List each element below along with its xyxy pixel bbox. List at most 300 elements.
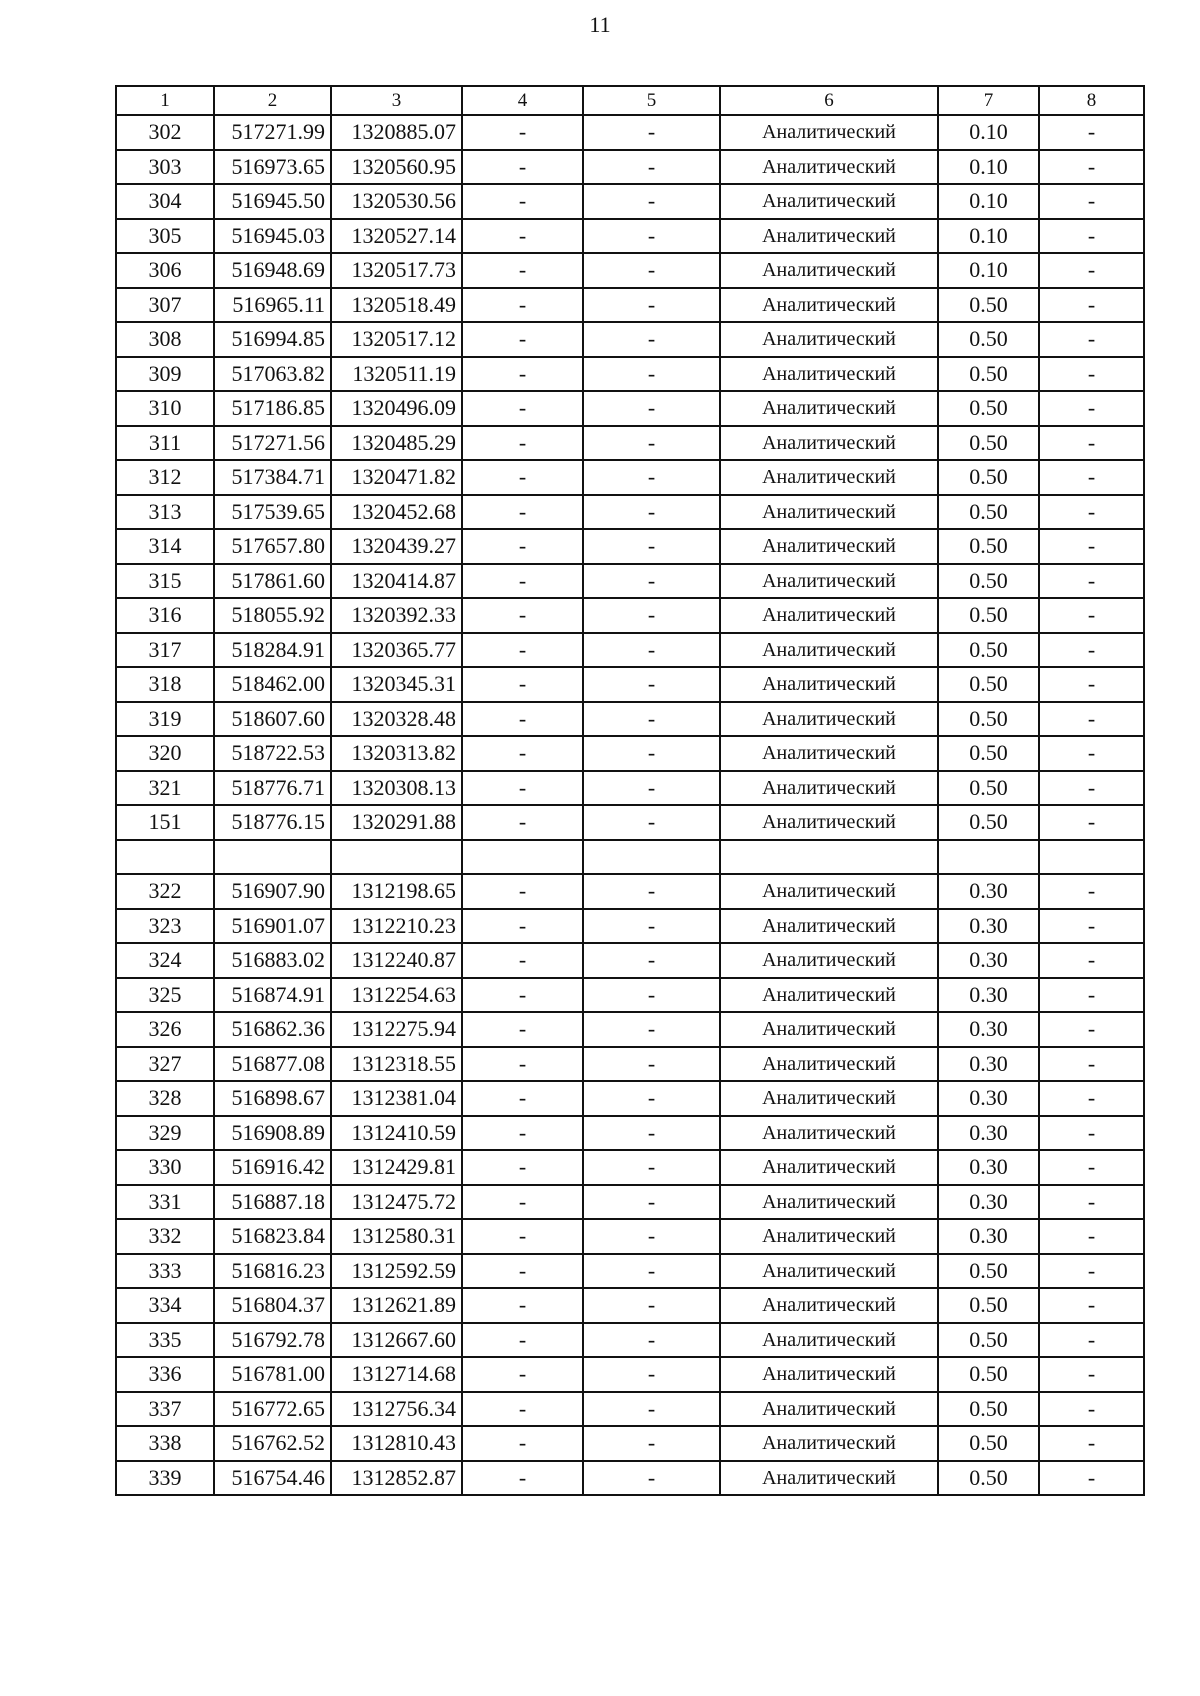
table-cell-col-1: 336 <box>116 1357 214 1392</box>
table-cell-col-4 <box>462 840 583 875</box>
table-cell-col-5: - <box>583 1219 720 1254</box>
table-cell-col-2: 516945.50 <box>214 184 331 219</box>
table-cell-col-8: - <box>1039 357 1144 392</box>
table-cell-col-3: 1320308.13 <box>331 771 462 806</box>
table-cell-col-3: 1320328.48 <box>331 702 462 737</box>
table-cell-col-8: - <box>1039 1392 1144 1427</box>
table-cell-col-6: Аналитический <box>720 702 938 737</box>
table-cell-col-8: - <box>1039 909 1144 944</box>
table-cell-col-2: 518607.60 <box>214 702 331 737</box>
table-cell-col-6: Аналитический <box>720 288 938 323</box>
table-cell-col-8: - <box>1039 1012 1144 1047</box>
table-cell-col-8: - <box>1039 1426 1144 1461</box>
table-cell-col-5: - <box>583 322 720 357</box>
table-cell-col-5: - <box>583 667 720 702</box>
table-cell-col-8: - <box>1039 1461 1144 1496</box>
table-cell-col-2: 516916.42 <box>214 1150 331 1185</box>
table-cell-col-1: 312 <box>116 460 214 495</box>
table-cell-col-2: 516965.11 <box>214 288 331 323</box>
table-cell-col-8: - <box>1039 460 1144 495</box>
table-cell-col-2 <box>214 840 331 875</box>
table-row <box>116 184 1144 219</box>
table-cell-col-4: - <box>462 184 583 219</box>
table-cell-col-8: - <box>1039 943 1144 978</box>
table-row <box>116 357 1144 392</box>
table-cell-col-6: Аналитический <box>720 805 938 840</box>
table-cell-col-1: 328 <box>116 1081 214 1116</box>
table-cell-col-1: 303 <box>116 150 214 185</box>
page-number: 11 <box>589 12 611 37</box>
table-row <box>116 460 1144 495</box>
table-cell-col-8: - <box>1039 874 1144 909</box>
table-cell-col-1: 333 <box>116 1254 214 1289</box>
table-cell-col-4: - <box>462 1254 583 1289</box>
table-cell-col-6: Аналитический <box>720 495 938 530</box>
table-cell-col-6: Аналитический <box>720 1219 938 1254</box>
table-cell-col-1: 335 <box>116 1323 214 1358</box>
table-cell-col-4: - <box>462 529 583 564</box>
table-cell-col-7: 0.30 <box>938 909 1039 944</box>
table-cell-col-8: - <box>1039 1323 1144 1358</box>
table-cell-col-8: - <box>1039 564 1144 599</box>
table-cell-col-6: Аналитический <box>720 564 938 599</box>
table-cell-col-1: 330 <box>116 1150 214 1185</box>
table-cell-col-3: 1320560.95 <box>331 150 462 185</box>
table-cell-col-5: - <box>583 1081 720 1116</box>
table-cell-col-2: 516781.00 <box>214 1357 331 1392</box>
table-row <box>116 1047 1144 1082</box>
column-header-2: 2 <box>214 86 331 115</box>
table-cell-col-8: - <box>1039 150 1144 185</box>
table-cell-col-8: - <box>1039 1116 1144 1151</box>
table-cell-col-6: Аналитический <box>720 529 938 564</box>
table-cell-col-8: - <box>1039 495 1144 530</box>
table-cell-col-1: 302 <box>116 115 214 150</box>
table-cell-col-8: - <box>1039 253 1144 288</box>
table-cell-col-5: - <box>583 219 720 254</box>
table-row <box>116 1392 1144 1427</box>
table-cell-col-3: 1320530.56 <box>331 184 462 219</box>
table-cell-col-4: - <box>462 357 583 392</box>
table-cell-col-3: 1320471.82 <box>331 460 462 495</box>
table-cell-col-3: 1320496.09 <box>331 391 462 426</box>
table-cell-col-1: 334 <box>116 1288 214 1323</box>
table-cell-col-1: 338 <box>116 1426 214 1461</box>
table-cell-col-7 <box>938 840 1039 875</box>
table-cell-col-5: - <box>583 288 720 323</box>
table-cell-col-5: - <box>583 115 720 150</box>
table-cell-col-3: 1320414.87 <box>331 564 462 599</box>
table-cell-col-5: - <box>583 909 720 944</box>
table-cell-col-5: - <box>583 1116 720 1151</box>
table-cell-col-7: 0.50 <box>938 1323 1039 1358</box>
table-cell-col-7: 0.50 <box>938 736 1039 771</box>
table-cell-col-2: 517384.71 <box>214 460 331 495</box>
table-cell-col-6: Аналитический <box>720 150 938 185</box>
coordinates-table <box>115 85 1145 1496</box>
table-cell-col-4: - <box>462 1461 583 1496</box>
table-cell-col-5: - <box>583 1357 720 1392</box>
table-cell-col-5: - <box>583 253 720 288</box>
column-header-3: 3 <box>331 86 462 115</box>
table-cell-col-5: - <box>583 978 720 1013</box>
table-cell-col-8: - <box>1039 978 1144 1013</box>
table-row <box>116 219 1144 254</box>
table-cell-col-8 <box>1039 840 1144 875</box>
table-cell-col-7: 0.30 <box>938 978 1039 1013</box>
table-cell-col-8: - <box>1039 633 1144 668</box>
table-cell-col-6: Аналитический <box>720 1081 938 1116</box>
table-cell-col-3: 1312852.87 <box>331 1461 462 1496</box>
table-cell-col-7: 0.30 <box>938 1185 1039 1220</box>
table-cell-col-3: 1312410.59 <box>331 1116 462 1151</box>
table-cell-col-7: 0.50 <box>938 495 1039 530</box>
table-cell-col-5: - <box>583 1150 720 1185</box>
table-cell-col-5: - <box>583 771 720 806</box>
table-cell-col-6: Аналитический <box>720 1012 938 1047</box>
table-cell-col-6: Аналитический <box>720 1254 938 1289</box>
table-cell-col-8: - <box>1039 529 1144 564</box>
table-cell-col-1: 323 <box>116 909 214 944</box>
table-cell-col-6: Аналитический <box>720 1116 938 1151</box>
table-cell-col-5: - <box>583 1323 720 1358</box>
table-cell-col-1: 309 <box>116 357 214 392</box>
table-cell-col-8: - <box>1039 771 1144 806</box>
table-cell-col-7: 0.50 <box>938 529 1039 564</box>
table-cell-col-1 <box>116 840 214 875</box>
table-cell-col-3: 1320291.88 <box>331 805 462 840</box>
table-cell-col-3: 1320365.77 <box>331 633 462 668</box>
table-cell-col-4: - <box>462 702 583 737</box>
table-cell-col-5: - <box>583 1288 720 1323</box>
table-cell-col-5: - <box>583 184 720 219</box>
table-cell-col-1: 310 <box>116 391 214 426</box>
table-cell-col-7: 0.30 <box>938 874 1039 909</box>
table-cell-col-5: - <box>583 702 720 737</box>
table-cell-col-1: 308 <box>116 322 214 357</box>
table-cell-col-2: 516887.18 <box>214 1185 331 1220</box>
table-cell-col-1: 337 <box>116 1392 214 1427</box>
table-cell-col-5: - <box>583 1392 720 1427</box>
table-cell-col-2: 517271.56 <box>214 426 331 461</box>
table-cell-col-8: - <box>1039 288 1144 323</box>
table-row <box>116 1012 1144 1047</box>
table-cell-col-4: - <box>462 943 583 978</box>
table-cell-col-1: 307 <box>116 288 214 323</box>
column-header-1: 1 <box>116 86 214 115</box>
table-cell-col-4: - <box>462 1047 583 1082</box>
column-header-8: 8 <box>1039 86 1144 115</box>
table-cell-col-6: Аналитический <box>720 357 938 392</box>
table-cell-col-5: - <box>583 633 720 668</box>
table-row <box>116 633 1144 668</box>
table-row <box>116 1116 1144 1151</box>
table-cell-col-4: - <box>462 1116 583 1151</box>
table-row <box>116 253 1144 288</box>
table-cell-col-4: - <box>462 1219 583 1254</box>
table-cell-col-7: 0.50 <box>938 391 1039 426</box>
table-cell-col-3: 1312429.81 <box>331 1150 462 1185</box>
table-cell-col-3: 1312275.94 <box>331 1012 462 1047</box>
table-cell-col-8: - <box>1039 391 1144 426</box>
table-cell-col-3: 1312667.60 <box>331 1323 462 1358</box>
table-cell-col-6: Аналитический <box>720 1323 938 1358</box>
table-cell-col-7: 0.30 <box>938 1012 1039 1047</box>
table-cell-col-2: 516772.65 <box>214 1392 331 1427</box>
table-cell-col-6: Аналитический <box>720 391 938 426</box>
table-cell-col-1: 319 <box>116 702 214 737</box>
table-row <box>116 909 1144 944</box>
table-row <box>116 874 1144 909</box>
table-cell-col-7: 0.50 <box>938 702 1039 737</box>
table-cell-col-6: Аналитический <box>720 253 938 288</box>
table-cell-col-8: - <box>1039 115 1144 150</box>
table-cell-col-4: - <box>462 909 583 944</box>
table-cell-col-7: 0.10 <box>938 115 1039 150</box>
table-cell-col-4: - <box>462 564 583 599</box>
table-cell-col-7: 0.10 <box>938 184 1039 219</box>
table-cell-col-4: - <box>462 874 583 909</box>
table-cell-col-7: 0.10 <box>938 219 1039 254</box>
table-cell-col-8: - <box>1039 219 1144 254</box>
table-cell-col-3: 1312254.63 <box>331 978 462 1013</box>
table-cell-col-4: - <box>462 736 583 771</box>
table-cell-col-5: - <box>583 1012 720 1047</box>
table-cell-col-7: 0.50 <box>938 460 1039 495</box>
table-cell-col-6: Аналитический <box>720 874 938 909</box>
table-cell-col-1: 304 <box>116 184 214 219</box>
table-cell-col-7: 0.50 <box>938 771 1039 806</box>
table-cell-col-2: 517657.80 <box>214 529 331 564</box>
table-cell-col-4: - <box>462 633 583 668</box>
table-cell-col-7: 0.50 <box>938 633 1039 668</box>
table-cell-col-7: 0.50 <box>938 667 1039 702</box>
table-cell-col-7: 0.50 <box>938 1288 1039 1323</box>
table-cell-col-3: 1312475.72 <box>331 1185 462 1220</box>
table-cell-col-5: - <box>583 1461 720 1496</box>
table-cell-col-3: 1320452.68 <box>331 495 462 530</box>
table-cell-col-4: - <box>462 805 583 840</box>
table-cell-col-2: 518722.53 <box>214 736 331 771</box>
table-cell-col-3: 1312318.55 <box>331 1047 462 1082</box>
table-cell-col-1: 322 <box>116 874 214 909</box>
table-row <box>116 1357 1144 1392</box>
table-cell-col-8: - <box>1039 1254 1144 1289</box>
table-cell-col-2: 516862.36 <box>214 1012 331 1047</box>
table-cell-col-7: 0.50 <box>938 1426 1039 1461</box>
table-cell-col-7: 0.30 <box>938 1116 1039 1151</box>
table-cell-col-4: - <box>462 1323 583 1358</box>
table-row <box>116 667 1144 702</box>
table-cell-col-4: - <box>462 426 583 461</box>
table-cell-col-8: - <box>1039 1150 1144 1185</box>
table-cell-col-3: 1312810.43 <box>331 1426 462 1461</box>
table-cell-col-3: 1312714.68 <box>331 1357 462 1392</box>
table-cell-col-6: Аналитический <box>720 943 938 978</box>
table-cell-col-4: - <box>462 495 583 530</box>
table-row <box>116 978 1144 1013</box>
table-row <box>116 150 1144 185</box>
table-cell-col-4: - <box>462 115 583 150</box>
table-cell-col-1: 332 <box>116 1219 214 1254</box>
table-cell-col-6: Аналитический <box>720 633 938 668</box>
table-cell-col-2: 517861.60 <box>214 564 331 599</box>
table-cell-col-5: - <box>583 1047 720 1082</box>
table-cell-col-5: - <box>583 495 720 530</box>
table-cell-col-1: 326 <box>116 1012 214 1047</box>
table-cell-col-6: Аналитический <box>720 184 938 219</box>
table-cell-col-4: - <box>462 978 583 1013</box>
table-cell-col-2: 517271.99 <box>214 115 331 150</box>
table-cell-col-2: 518462.00 <box>214 667 331 702</box>
table-cell-col-1: 151 <box>116 805 214 840</box>
table-cell-col-4: - <box>462 253 583 288</box>
table-row <box>116 115 1144 150</box>
table-cell-col-2: 518776.15 <box>214 805 331 840</box>
table-cell-col-2: 516994.85 <box>214 322 331 357</box>
table-cell-col-2: 518776.71 <box>214 771 331 806</box>
table-cell-col-2: 517063.82 <box>214 357 331 392</box>
table-cell-col-5: - <box>583 357 720 392</box>
table-cell-col-2: 516973.65 <box>214 150 331 185</box>
table-cell-col-7: 0.50 <box>938 1357 1039 1392</box>
table-cell-col-2: 516792.78 <box>214 1323 331 1358</box>
table-cell-col-7: 0.50 <box>938 357 1039 392</box>
table-cell-col-3: 1320527.14 <box>331 219 462 254</box>
table-cell-col-7: 0.30 <box>938 1047 1039 1082</box>
table-cell-col-7: 0.50 <box>938 1461 1039 1496</box>
table-cell-col-2: 516823.84 <box>214 1219 331 1254</box>
table-cell-col-4: - <box>462 288 583 323</box>
table-cell-col-4: - <box>462 391 583 426</box>
table-cell-col-1: 320 <box>116 736 214 771</box>
table-row <box>116 771 1144 806</box>
table-cell-col-4: - <box>462 1426 583 1461</box>
table-cell-col-4: - <box>462 1081 583 1116</box>
table-cell-col-2: 517539.65 <box>214 495 331 530</box>
table-cell-col-2: 516762.52 <box>214 1426 331 1461</box>
table-cell-col-6: Аналитический <box>720 736 938 771</box>
table-cell-col-7: 0.50 <box>938 1392 1039 1427</box>
table-cell-col-8: - <box>1039 1288 1144 1323</box>
table-cell-col-7: 0.30 <box>938 1150 1039 1185</box>
table-cell-col-1: 306 <box>116 253 214 288</box>
table-row <box>116 736 1144 771</box>
table-cell-col-4: - <box>462 150 583 185</box>
table-cell-col-1: 311 <box>116 426 214 461</box>
table-cell-col-4: - <box>462 460 583 495</box>
table-cell-col-5: - <box>583 598 720 633</box>
table-cell-col-8: - <box>1039 1047 1144 1082</box>
table-cell-col-1: 321 <box>116 771 214 806</box>
table-cell-col-3: 1320313.82 <box>331 736 462 771</box>
table-cell-col-1: 305 <box>116 219 214 254</box>
table-cell-col-2: 517186.85 <box>214 391 331 426</box>
table-cell-col-7: 0.50 <box>938 805 1039 840</box>
table-cell-col-2: 516883.02 <box>214 943 331 978</box>
table-cell-col-5: - <box>583 150 720 185</box>
table-cell-col-5: - <box>583 426 720 461</box>
table-cell-col-1: 318 <box>116 667 214 702</box>
table-cell-col-1: 324 <box>116 943 214 978</box>
table-row <box>116 391 1144 426</box>
table-cell-col-3: 1312580.31 <box>331 1219 462 1254</box>
table-cell-col-8: - <box>1039 736 1144 771</box>
table-cell-col-4: - <box>462 219 583 254</box>
table-cell-col-2: 518284.91 <box>214 633 331 668</box>
table-cell-col-2: 516816.23 <box>214 1254 331 1289</box>
table-cell-col-4: - <box>462 1185 583 1220</box>
table-cell-col-7: 0.10 <box>938 150 1039 185</box>
table-row <box>116 702 1144 737</box>
table-cell-col-8: - <box>1039 1357 1144 1392</box>
table-cell-col-5: - <box>583 1185 720 1220</box>
table-cell-col-1: 331 <box>116 1185 214 1220</box>
table-row <box>116 529 1144 564</box>
table-cell-col-2: 516907.90 <box>214 874 331 909</box>
table-cell-col-1: 339 <box>116 1461 214 1496</box>
table-cell-col-1: 313 <box>116 495 214 530</box>
table-row <box>116 1426 1144 1461</box>
table-cell-col-8: - <box>1039 184 1144 219</box>
table-cell-col-3: 1320885.07 <box>331 115 462 150</box>
table-body <box>116 115 1144 1495</box>
table-cell-col-3: 1320518.49 <box>331 288 462 323</box>
table-row <box>116 1150 1144 1185</box>
table-cell-col-3: 1312592.59 <box>331 1254 462 1289</box>
table-cell-col-7: 0.50 <box>938 288 1039 323</box>
table-cell-col-6: Аналитический <box>720 219 938 254</box>
table-cell-col-5: - <box>583 874 720 909</box>
table-cell-col-2: 516898.67 <box>214 1081 331 1116</box>
table-cell-col-1: 316 <box>116 598 214 633</box>
table-cell-col-2: 516877.08 <box>214 1047 331 1082</box>
table-cell-col-4: - <box>462 1150 583 1185</box>
table-cell-col-3: 1320439.27 <box>331 529 462 564</box>
table-row <box>116 564 1144 599</box>
table-cell-col-7: 0.50 <box>938 598 1039 633</box>
table-cell-col-8: - <box>1039 667 1144 702</box>
table-row <box>116 1288 1144 1323</box>
table-cell-col-2: 516874.91 <box>214 978 331 1013</box>
table-cell-col-3: 1320345.31 <box>331 667 462 702</box>
table-cell-col-2: 516804.37 <box>214 1288 331 1323</box>
table-cell-col-7: 0.30 <box>938 943 1039 978</box>
table-cell-col-3: 1312240.87 <box>331 943 462 978</box>
table-row <box>116 495 1144 530</box>
table-row <box>116 426 1144 461</box>
table-cell-col-1: 314 <box>116 529 214 564</box>
table-cell-col-5: - <box>583 391 720 426</box>
table-cell-col-2: 516754.46 <box>214 1461 331 1496</box>
table-cell-col-4: - <box>462 667 583 702</box>
table-row <box>116 1185 1144 1220</box>
table-cell-col-3: 1320511.19 <box>331 357 462 392</box>
table-cell-col-4: - <box>462 1357 583 1392</box>
table-cell-col-1: 315 <box>116 564 214 599</box>
table-cell-col-1: 325 <box>116 978 214 1013</box>
table-cell-col-8: - <box>1039 805 1144 840</box>
column-header-5: 5 <box>583 86 720 115</box>
table-cell-col-3: 1312210.23 <box>331 909 462 944</box>
table-cell-col-3 <box>331 840 462 875</box>
table-cell-col-5: - <box>583 1426 720 1461</box>
table-cell-col-3: 1320517.12 <box>331 322 462 357</box>
table-cell-col-4: - <box>462 598 583 633</box>
table-cell-col-5: - <box>583 529 720 564</box>
table-cell-col-6: Аналитический <box>720 1426 938 1461</box>
table-row <box>116 805 1144 840</box>
